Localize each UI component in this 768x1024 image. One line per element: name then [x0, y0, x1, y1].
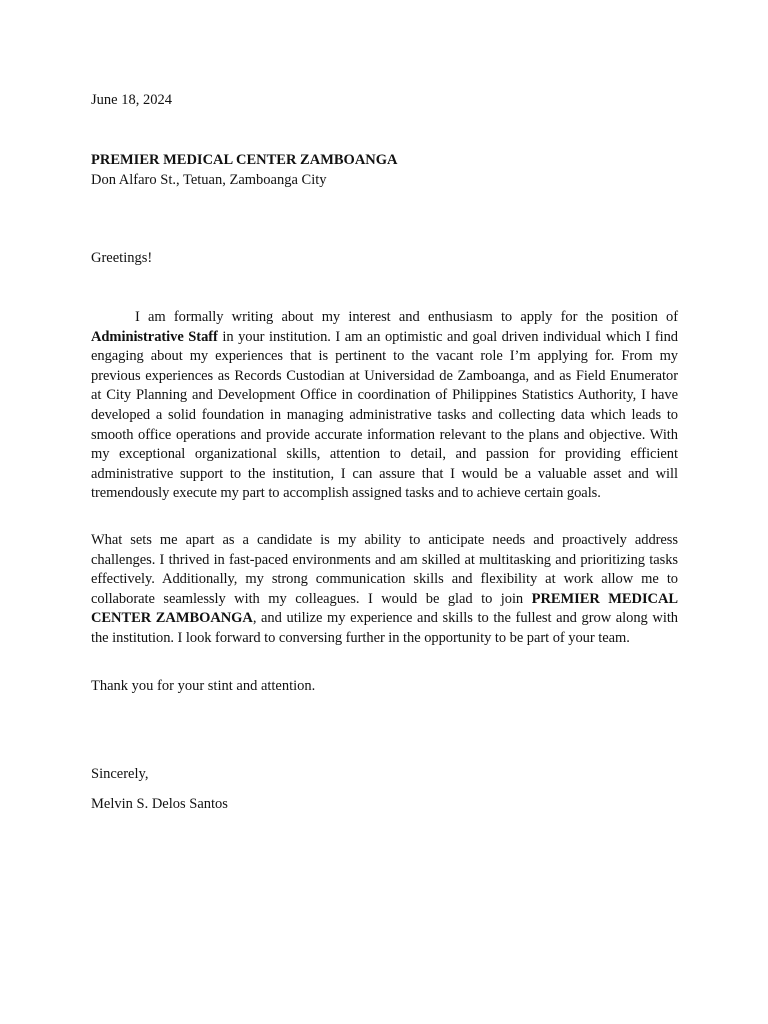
paragraph-2-rest: , and utilize my experience and skills to the fullest and grow along with the institution. I look forward to conversing further in the opportunity to be part of your team. [91, 610, 678, 646]
paragraph-2-intro: What sets me apart as a candidate is my ability to anticipate needs and proactively address challenges. I thrived in fast-paced environments and am skilled at multitasking and prioritizing tasks effectively. Additionally, my strong communication skills and flexibility at work allow me to collaborate seamlessly with my colleagues. I would be glad to join [91, 532, 678, 607]
letter-date: June 18, 2024 [91, 92, 172, 108]
thanks-line: Thank you for your stint and attention. [91, 678, 316, 694]
closing: Sincerely, [91, 766, 149, 782]
recipient-address: Don Alfaro St., Tetuan, Zamboanga City [91, 172, 327, 188]
recipient-name: PREMIER MEDICAL CENTER ZAMBOANGA [91, 152, 398, 168]
paragraph-1-intro: I am formally writing about my interest and enthusiasm to apply for the position of [135, 309, 678, 325]
paragraph-1-rest: in your institution. I am an optimistic and goal driven individual which I find engaging about my experiences that is pertinent to the vacant role I’m applying for. From my previous experiences as Records Custodian at Universidad de Zamboanga, and as Field Enumerator at City Planning and Development Office in coordination of Philippines Statistics Authority, I have developed a solid foundation in managing administrative tasks and collecting data which leads to smooth office operations and provide accurate information relevant to the plans and objective. With my exceptional organizational skills, attention to detail, and passion for providing efficient administrative support to the institution, I can assure that I would be a valuable asset and will tremendously execute my part to accomplish assigned tasks and to achieve certain goals. [91, 328, 678, 502]
institution-name: PREMIER MEDICAL CENTER ZAMBOANGA [91, 590, 678, 627]
greeting: Greetings! [91, 250, 153, 266]
body-paragraph-1 [91, 308, 678, 504]
body-paragraph-2 [91, 531, 678, 649]
position-title: Administrative Staff [91, 328, 218, 345]
signature-name: Melvin S. Delos Santos [91, 796, 228, 812]
